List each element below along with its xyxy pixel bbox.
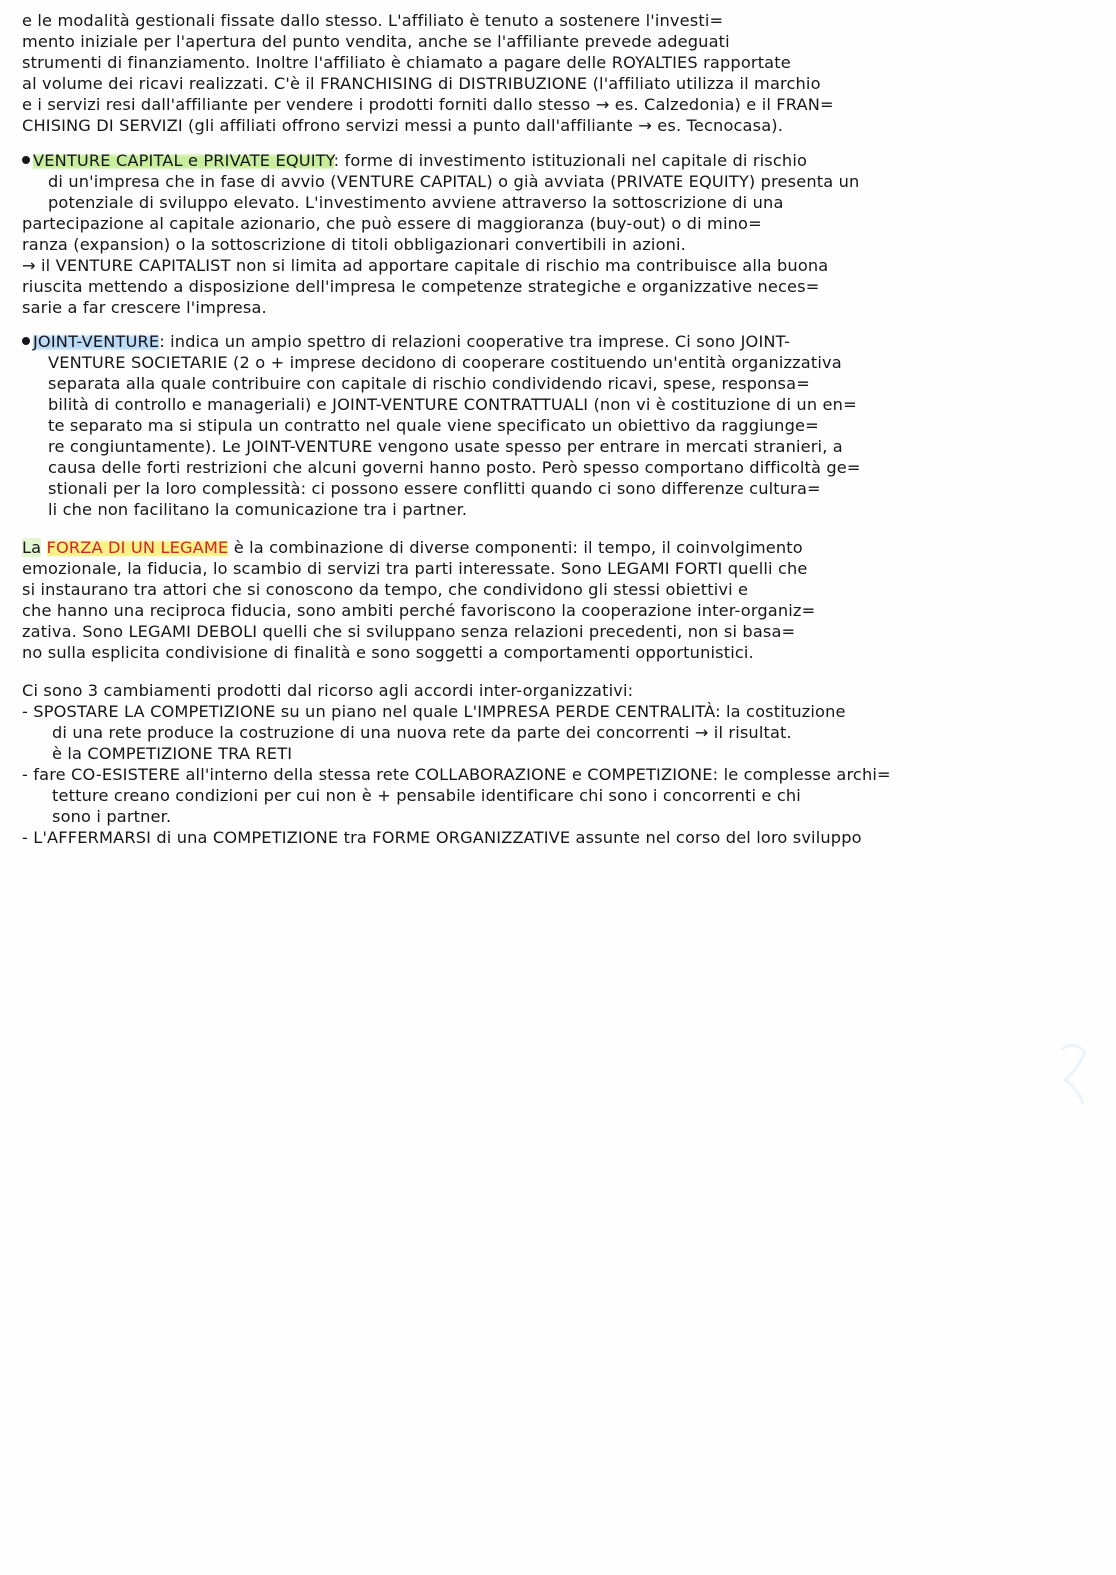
text-line: sarie a far crescere l'impresa. [22, 298, 267, 317]
text-line [22, 537, 1092, 558]
list-item [22, 701, 1092, 764]
text-line: te separato ma si stipula un contratto nel quale viene specificato un obiettivo da raggiunge= [48, 416, 819, 435]
text-line: tetture creano condizioni per cui non è + pensabile identificare chi sono i concorrenti e chi [52, 786, 801, 805]
text-line: partecipazione al capitale azionario, che può essere di maggioranza (buy-out) o di mino= [22, 214, 762, 233]
text-line: e i servizi resi dall'affiliante per vendere i prodotti forniti dallo stesso → es. Calzedonia) e il FRAN= [22, 95, 834, 114]
text-line: no sulla esplicita condivisione di finalità e sono soggetti a comportamenti opportunistici. [22, 643, 754, 662]
text-line: al volume dei ricavi realizzati. C'è il FRANCHISING di DISTRIBUZIONE (l'affiliato utilizza il marchio [22, 74, 821, 93]
text-line: strumenti di finanziamento. Inoltre l'affiliato è chiamato a pagare delle ROYALTIES rapportate [22, 53, 791, 72]
handwritten-notes [22, 10, 1092, 848]
text-line: causa delle forti restrizioni che alcuni governi hanno posto. Però spesso comportano difficoltà ge= [48, 458, 861, 477]
cambiamenti-section [22, 680, 1092, 848]
text-line: stionali per la loro complessità: ci possono essere conflitti quando ci sono differenze cultura= [48, 479, 821, 498]
text-line: riuscita mettendo a disposizione dell'impresa le competenze strategiche e organizzative neces= [22, 277, 820, 296]
text-line: zativa. Sono LEGAMI DEBOLI quelli che si sviluppano senza relazioni precedenti, non si basa= [22, 622, 796, 641]
text-line: bilità di controllo e manageriali) e JOINT-VENTURE CONTRATTUALI (non vi è costituzione di un en= [48, 395, 857, 414]
bullet-icon [22, 337, 30, 345]
joint-venture-section [22, 331, 1092, 520]
forza-legame-section [22, 537, 1092, 663]
term-definition: : indica un ampio spettro di relazioni cooperative tra imprese. Ci sono JOINT- [159, 332, 791, 351]
text-line: è la COMPETIZIONE TRA RETI [52, 744, 293, 763]
term-forza-legame: FORZA DI UN LEGAME [46, 538, 229, 557]
text-line: separata alla quale contribuire con capitale di rischio condividendo ricavi, spese, responsa= [48, 374, 810, 393]
venture-capital-section [22, 150, 1092, 318]
article-word: La [22, 538, 42, 557]
text-line: - L'AFFERMARSI di una COMPETIZIONE tra FORME ORGANIZZATIVE assunte nel corso del loro sviluppo [22, 828, 862, 847]
term-definition: è la combinazione di diverse componenti: il tempo, il coinvolgimento [228, 538, 803, 557]
text-line: → il VENTURE CAPITALIST non si limita ad apportare capitale di rischio ma contribuisce alla buona [22, 256, 829, 275]
term-venture-capital: VENTURE CAPITAL e PRIVATE EQUITY [33, 151, 334, 170]
text-line: - fare CO-ESISTERE all'interno della stessa rete COLLABORAZIONE e COMPETIZIONE: le complesse archi= [22, 765, 891, 784]
text-line: VENTURE SOCIETARIE (2 o + imprese decidono di cooperare costituendo un'entità organizzativa [48, 353, 842, 372]
scan-watermark [1055, 1040, 1091, 1110]
text-line: ranza (expansion) o la sottoscrizione di titoli obbligazionari convertibili in azioni. [22, 235, 686, 254]
text-line: CHISING DI SERVIZI (gli affiliati offrono servizi messi a punto dall'affiliante → es. Tecnocasa). [22, 116, 784, 135]
text-line: di una rete produce la costruzione di una nuova rete da parte dei concorrenti → il risultat. [52, 723, 792, 742]
text-line: re congiuntamente). Le JOINT-VENTURE vengono usate spesso per entrare in mercati stranieri, a [48, 437, 843, 456]
text-line: che hanno una reciproca fiducia, sono ambiti perché favoriscono la cooperazione inter-organiz= [22, 601, 816, 620]
term-definition: : forme di investimento istituzionali nel capitale di rischio [333, 151, 808, 170]
text-line [22, 150, 1092, 171]
text-line: potenziale di sviluppo elevato. L'investimento avviene attraverso la sottoscrizione di una [48, 193, 784, 212]
term-joint-venture: JOINT-VENTURE [33, 332, 160, 351]
text-line: li che non facilitano la comunicazione tra i partner. [48, 500, 468, 519]
bullet-icon [22, 156, 30, 164]
text-line: si instaurano tra attori che si conoscono da tempo, che condividono gli stessi obiettivi e [22, 580, 749, 599]
list-item [22, 764, 1092, 827]
text-line: emozionale, la fiducia, lo scambio di servizi tra parti interessate. Sono LEGAMI FORTI quelli che [22, 559, 808, 578]
text-line: - SPOSTARE LA COMPETIZIONE su un piano nel quale L'IMPRESA PERDE CENTRALITÀ: la costituzione [22, 702, 846, 721]
text-line: mento iniziale per l'apertura del punto vendita, anche se l'affiliante prevede adeguati [22, 32, 730, 51]
text-line [22, 331, 1092, 352]
text-line: sono i partner. [52, 807, 172, 826]
list-item [22, 827, 1092, 848]
text-line: e le modalità gestionali fissate dallo stesso. L'affiliato è tenuto a sostenere l'investi= [22, 11, 724, 30]
text-line: di un'impresa che in fase di avvio (VENTURE CAPITAL) o già avviata (PRIVATE EQUITY) presenta un [48, 172, 860, 191]
list-heading: Ci sono 3 cambiamenti prodotti dal ricorso agli accordi inter-organizzativi: [22, 681, 634, 700]
franchising-paragraph [22, 10, 1092, 136]
